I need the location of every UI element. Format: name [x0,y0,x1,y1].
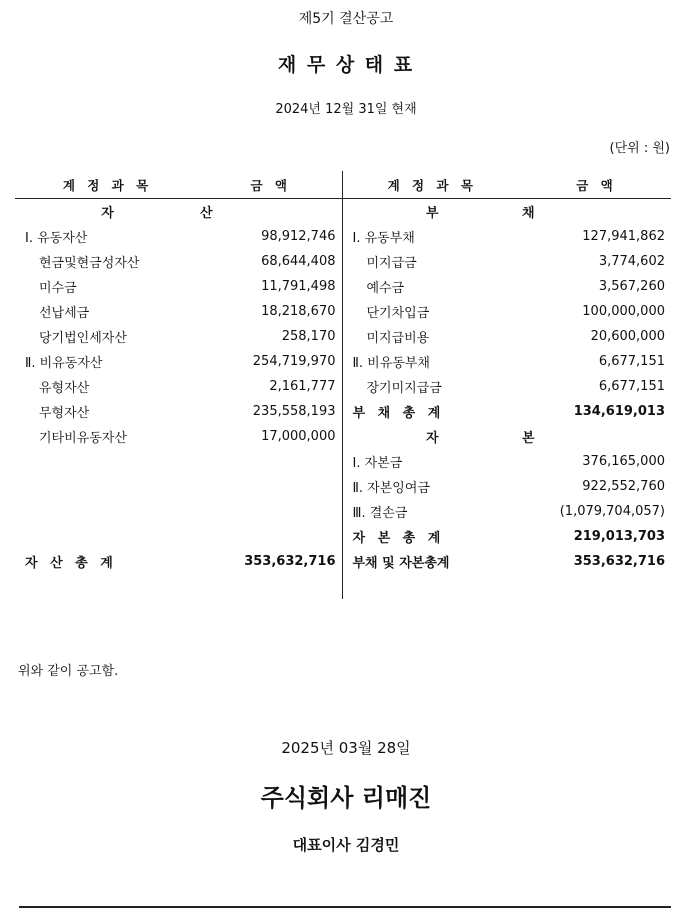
liability-item-amount: 100,000,000 [582,304,665,319]
header-right-account: 계 정 과 목 [342,171,522,199]
asset-item-label: 미수금 [39,281,77,296]
asset-item-amount: 2,161,777 [269,379,336,394]
asset-item-label: 당기법인세자산 [39,331,127,346]
table-row [15,274,671,299]
table-row [15,324,671,349]
balance-sheet-table [15,171,671,599]
equity-item-label: Ⅰ. 자본금 [342,449,522,474]
section-equity-b: 본 [522,431,535,446]
table-row [15,349,671,374]
liability-item-label: 미지급금 [342,249,522,274]
header-left-account: 계 정 과 목 [15,171,200,199]
current-assets-label: Ⅰ. 유동자산 [25,231,88,246]
table-row [15,424,671,449]
section-assets-b: 산 [200,206,213,221]
table-spacer-row [15,574,671,599]
table-row [15,499,671,524]
assets-total-amount: 353,632,716 [244,554,336,569]
section-assets-a: 자 [101,206,114,221]
equity-total-label: 자 본 총 계 [342,524,522,549]
equity-total-amount: 219,013,703 [573,529,665,544]
asset-item-amount: 235,558,193 [252,404,336,419]
section-equity-a: 자 [342,424,522,449]
asset-item-amount: 11,791,498 [261,279,336,294]
current-assets-amount: 98,912,746 [261,229,336,244]
table-row [15,249,671,274]
liability-item-label: 예수금 [342,274,522,299]
liability-item-amount: 6,677,151 [598,379,665,394]
header-right-amount: 금 액 [522,171,671,199]
asset-item-amount: 258,170 [281,329,336,344]
current-liabilities-label: Ⅰ. 유동부채 [342,224,522,249]
noncurrent-assets-amount: 254,719,970 [252,354,336,369]
grand-total-amount: 353,632,716 [573,554,665,569]
assets-total-label: 자 산 총 계 [25,556,117,571]
equity-item-label: Ⅲ. 결손금 [342,499,522,524]
table-row [15,524,671,549]
liability-item-label: 미지급비용 [342,324,522,349]
liability-item-amount: 20,600,000 [590,329,665,344]
unit-label: (단위 : 원) [609,141,670,156]
closing-text: 위와 같이 공고함. [18,664,119,679]
document-title: 재 무 상 태 표 [277,54,415,76]
as-of-date: 2024년 12월 31일 현재 [275,102,417,117]
noncurrent-liabilities-amount: 6,677,151 [598,354,665,369]
table-row [15,224,671,249]
asset-item-amount: 68,644,408 [261,254,336,269]
asset-item-label: 무형자산 [39,406,90,421]
liabilities-total-label: 부 채 총 계 [342,399,522,424]
noncurrent-assets-label: Ⅱ. 비유동자산 [25,356,103,371]
equity-item-amount: 376,165,000 [582,454,665,469]
table-row [15,399,671,424]
header-left-amount: 금 액 [200,171,342,199]
asset-item-label: 선납세금 [39,306,90,321]
section-liabilities-a: 부 [342,199,522,225]
company-name: 주식회사 리매진 [260,784,432,812]
table-row [15,299,671,324]
table-row [15,374,671,399]
bottom-rule [19,906,671,908]
notice-date: 2025년 03월 28일 [281,739,411,757]
representative: 대표이사 김경민 [292,836,400,854]
asset-item-amount: 17,000,000 [261,429,336,444]
liability-item-label: 장기미지급금 [342,374,522,399]
table-header-row [15,171,671,199]
equity-item-amount: (1,079,704,057) [559,504,665,519]
liability-item-amount: 3,567,260 [598,279,665,294]
liabilities-total-amount: 134,619,013 [573,404,665,419]
asset-item-label: 유형자산 [39,381,90,396]
current-liabilities-amount: 127,941,862 [582,229,665,244]
table-row [15,449,671,474]
table-row [15,549,671,574]
asset-item-label: 현금및현금성자산 [39,256,140,271]
liability-item-label: 단기차입금 [342,299,522,324]
noncurrent-liabilities-label: Ⅱ. 비유동부채 [342,349,522,374]
equity-item-label: Ⅱ. 자본잉여금 [342,474,522,499]
asset-item-amount: 18,218,670 [261,304,336,319]
grand-total-label: 부채 및 자본총계 [342,549,522,574]
section-liabilities-b: 채 [522,206,535,221]
table-row [15,474,671,499]
asset-item-label: 기타비유동자산 [39,431,127,446]
equity-item-amount: 922,552,760 [582,479,665,494]
table-row [15,199,671,225]
liability-item-amount: 3,774,602 [598,254,665,269]
notice-title: 제5기 결산공고 [298,11,394,27]
